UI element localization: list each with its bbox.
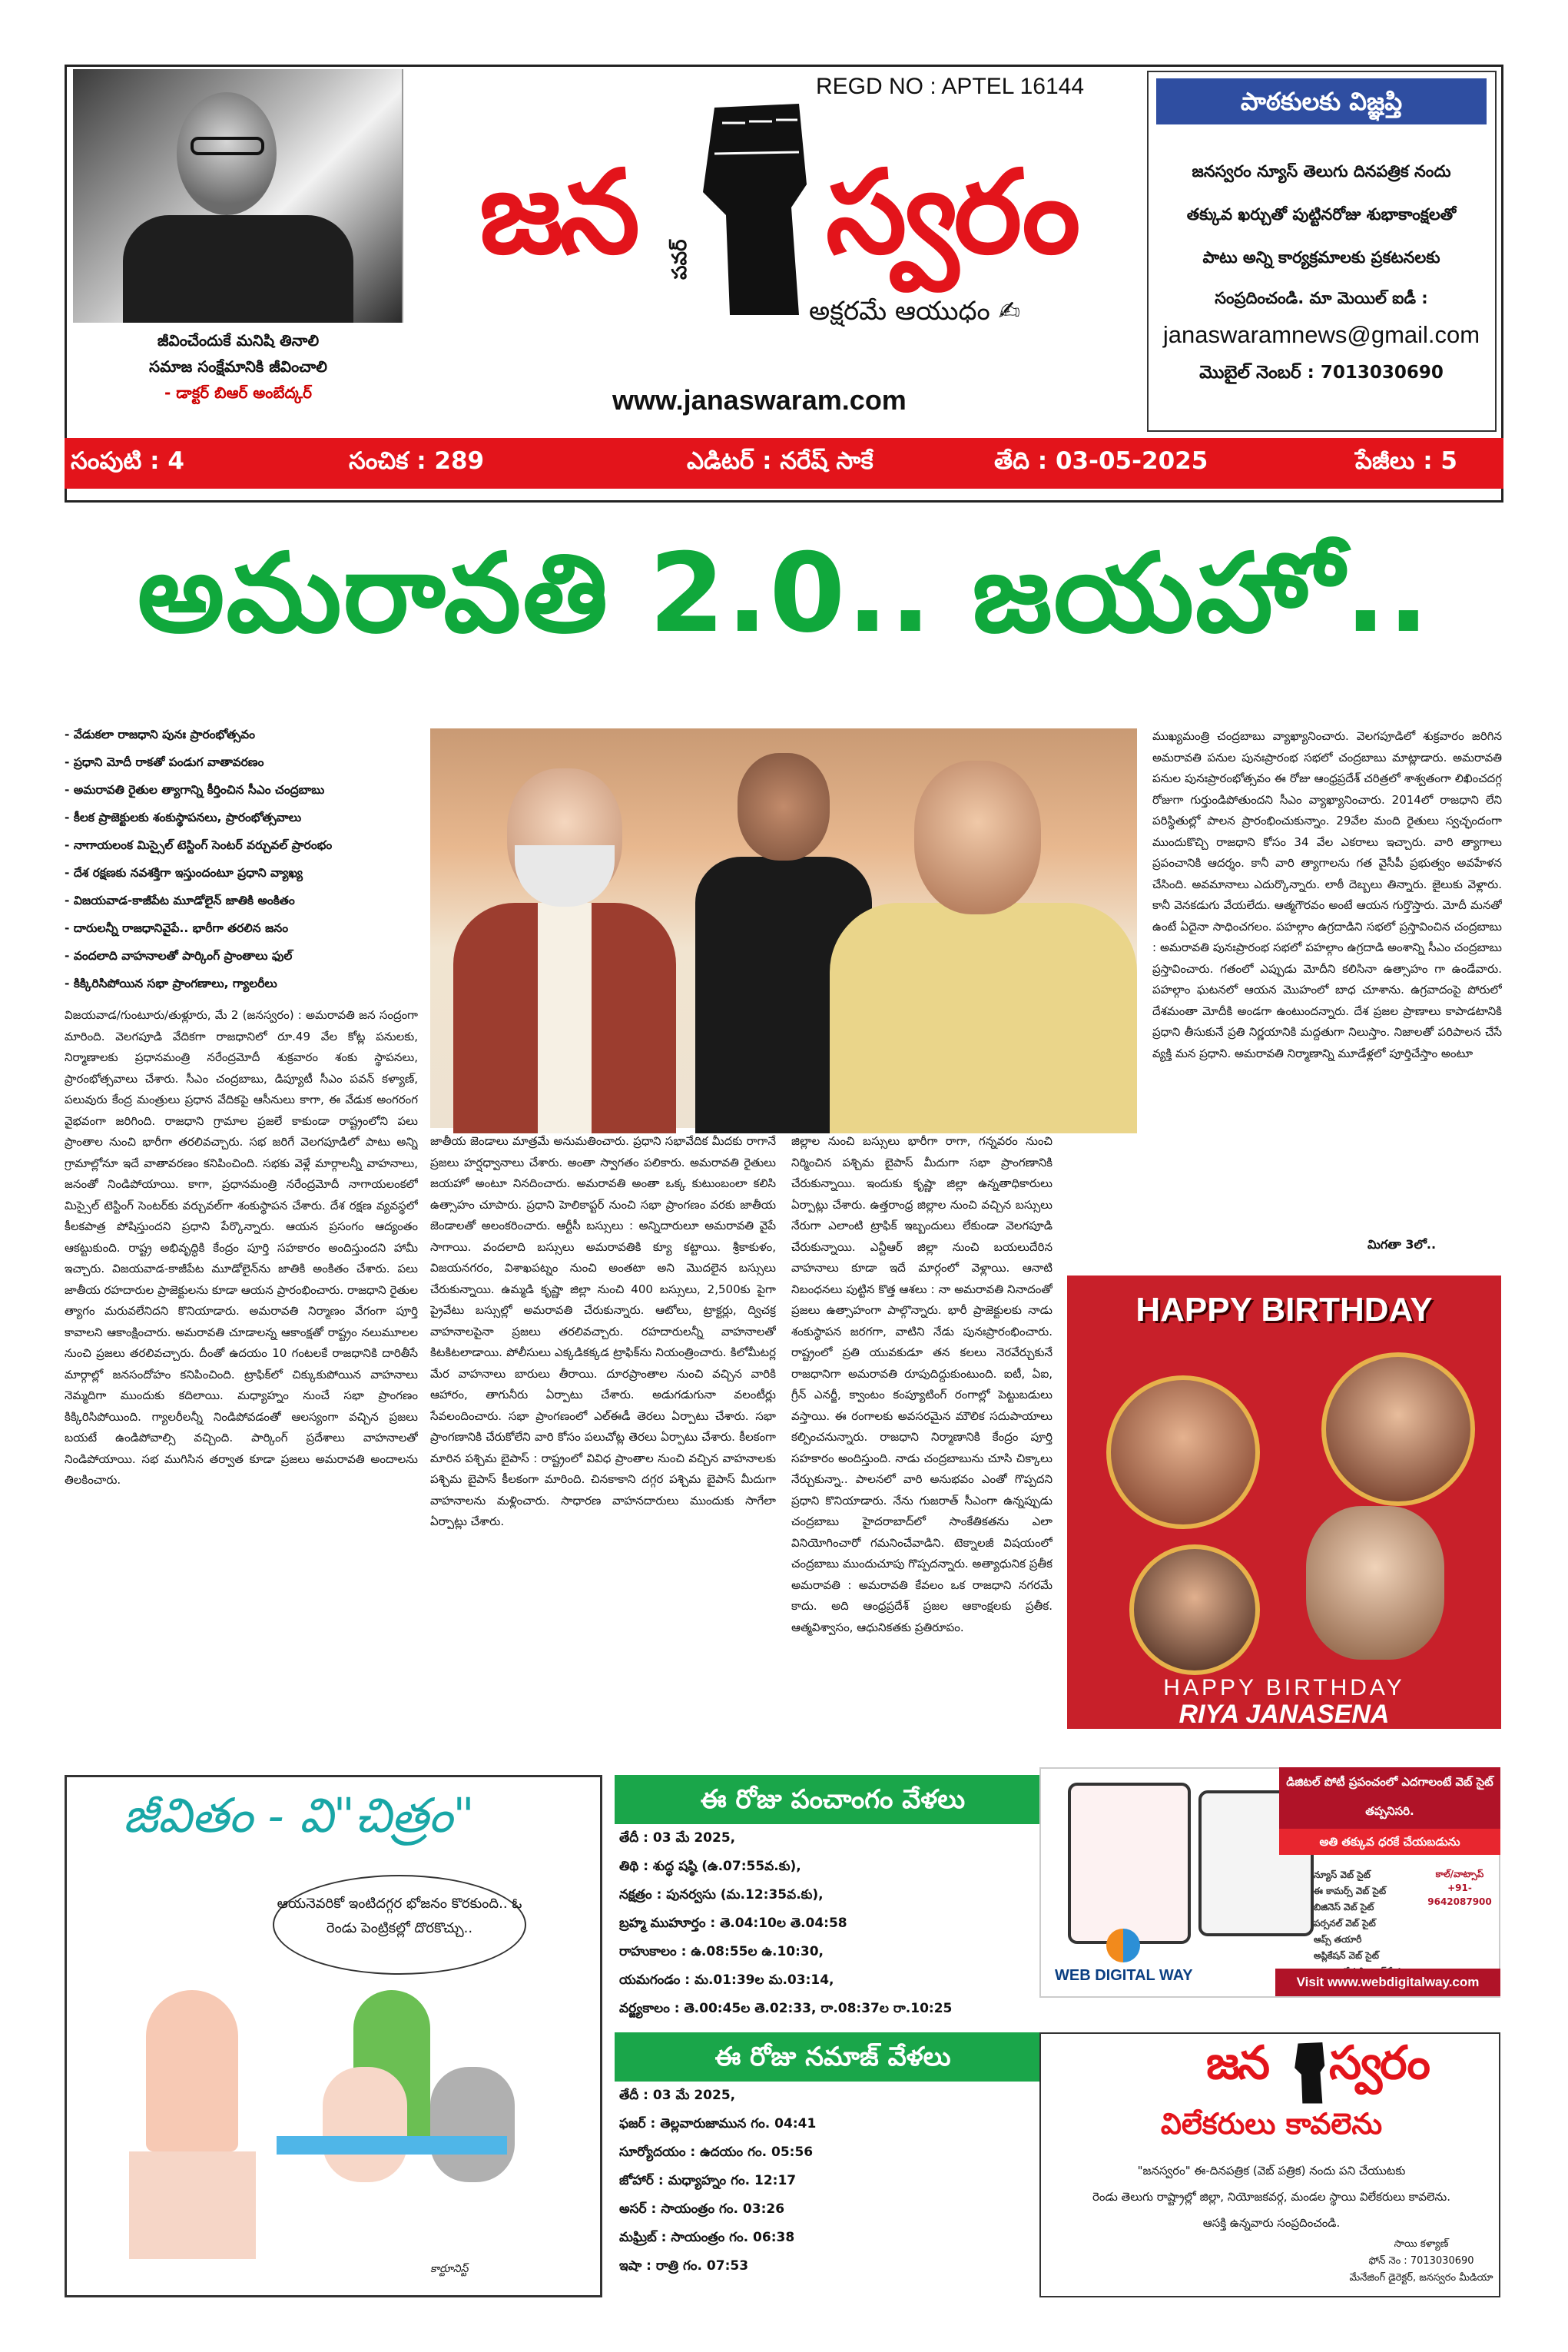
article-column-2: జాతీయ జెండాలు మాత్రమే అనుమతించారు. ప్రధాని సభావేదిక మీదకు రాగానే ప్రజలు హర్షధ్వానాలు చేశారు. అంతా స్వాగతం పలికారు. అమరావతి రైతులు జయహో అంటూ నినదించారు. అమరావతి అంతా ఒక్క కుటుంబంలా కలిసి ఉత్సాహం చూపారు. ప్రధాని హెలికాప్టర్ నుంచి సభా ప్రాంగణం వరకు జాతీయ జెండాలతో అలంకరించారు. ఆర్టీసీ బస్సులు : అన్నిదారులూ అమరావతి వైపే సాగాయి. వందలాది బస్సులు అమరావతికి క్యూ కట్టాయి. శ్రీకాకుళం, విజయనగరం, విశాఖపట్నం నుంచి అంతటా అని మొదలైన బస్సులు చేరుకున్నాయి. ఉమ్మడి కృష్ణా జిల్లా నుంచి 400 బస్సులు, 2,500కు పైగా ప్రైవేటు బస్సుల్లో అమరావతి చేరుకున్నారు. ఆటోలు, ట్రాక్టర్లు, ద్విచక్ర వాహనాలపైనా ప్రజలు తరలివచ్చారు. రహదారులన్నీ వాహనాలతో కిటకిటలాడాయి. పోలీసులు ఎక్కడికక్కడ ట్రాఫిక్‌ను నియంత్రించారు. కిలోమీటర్ల మేర వాహనాలు బారులు తీరాయి. దూరప్రాంతాల నుంచి వచ్చిన వారికి ఆహారం, తాగునీరు ఏర్పాటు చేశారు. అడుగడుగునా వలంటీర్లు సేవలందించారు. సభా ప్రాంగణంలో ఎల్‌ఈడీ తెరలు ఏర్పాటు చేశారు. సభా ప్రాంగణానికి చేరుకోలేని వారి కోసం పలుచోట్ల తెరలు ఏర్పాటు చేశారు. కీలకంగా మారిన పశ్చిమ బైపాస్ : రాష్ట్రంలో వివిధ ప్రాంతాల నుంచి వచ్చిన వాహనాలకు పశ్చిమ బైపాస్ కీలకంగా మారింది. చినకాకాని దగ్గర పశ్చిమ బైపాస్ మీదుగా వాహనాలను మళ్లించారు. సాధారణ వాహనదారులు ముందుకు సాగేలా ఏర్పాట్లు చేశారు. [430, 1134, 776, 1528]
quote-signature: - డాక్టర్ బిఆర్ అంబేద్కర్ [164, 383, 312, 402]
pages-label: పేజీలు : 5 [1355, 447, 1457, 475]
ambedkar-quote [73, 323, 403, 438]
quote-line-2: సమాజ సంక్షేమానికి జీవించాలి [149, 357, 327, 376]
cartoon-person-4 [430, 2067, 515, 2182]
editor-label: ఎడిటర్ : నరేష్ సాకే [687, 447, 874, 475]
rep-contact-role: మేనేజింగ్ డైరెక్టర్, జనస్వరం మీడియా [1349, 2272, 1493, 2284]
namaz-row: అసర్ : సాయంత్రం గం. 03:26 [619, 2201, 785, 2217]
article-column-3: జిల్లాల నుంచి బస్సులు భారీగా రాగా, గన్నవరం నుంచి నిర్మించిన పశ్చిమ బైపాస్ మీదుగా సభా ప్రాంగణానికి చేరుకున్నాయి. ఇందుకు కృష్ణా జిల్లా ఉన్నతాధికారులు ఏర్పాట్లు చేశారు. ఉత్తరాంధ్ర జిల్లాల నుంచి వచ్చిన బస్సులు నేరుగా ఎలాంటి ట్రాఫిక్ ఇబ్బందులు లేకుండా వెలగపూడి చేరుకున్నాయి. ఎన్టీఆర్ జిల్లా నుంచి బయలుదేరిన వాహనాలు కూడా ఇదే మార్గంలో వెళ్లాయి. ఆనాటి నిబంధనలు పుట్టిన కొత్త ఆశలు : నా అమరావతి నినాదంతో ప్రజలు ఉత్సాహంగా పాల్గొన్నారు. భారీ ప్రాజెక్టులకు నాడు శంకుస్థాపన జరగగా, వాటిని నేడు పునఃప్రారంభించారు. రాష్ట్రంలో ప్రతి యువకుడూ తన కలలు నెరవేర్చుకునే రాజధానిగా అమరావతి రూపుదిద్దుకుంటుంది. ఐటీ, ఏఐ, గ్రీన్ ఎనర్జీ, క్వాంటం కంప్యూటింగ్ రంగాల్లో పెట్టుబడులు వస్తాయి. ఈ రంగాలకు అవసరమైన మౌలిక సదుపాయాలు కల్పించనున్నారు. రాజధాని నిర్మాణానికి కేంద్రం పూర్తి సహకారం అందిస్తుంది. నాడు చంద్రబాబును చూసి చిక్కాలు నేర్చుకున్నా.. పాలనలో వారి అనుభవం ఎంతో గొప్పదని ప్రధాని కొనియాడారు. నేను గుజరాత్ సీఎంగా ఉన్నప్పుడు చంద్రబాబు హైదరాబాద్‌లో సాంకేతికతను ఎలా వినియోగించారో గమనించేవాడిని. టెక్నాలజీ విషయంలో చంద్రబాబు ముందుచూపు గొప్పదన్నారు. అత్యాధునిక ప్రతీక అమరావతి : అమరావతి కేవలం ఒక రాజధాని నగరమే కాదు. అది ఆంధ్రప్రదేశ్ ప్రజల ఆకాంక్షలకు ప్రతీక. ఆత్మవిశ్వాసం, ఆధునికతకు ప్రతిరూపం. [791, 1134, 1053, 1634]
namaz-title: ఈ రోజు నమాజ్ వేళలు [615, 2032, 1051, 2082]
web-ad-call-label: కాల్/వాట్సాప్ [1435, 1869, 1484, 1879]
web-ad-service: బిజినెస్ వెబ్ సైట్ [1314, 1902, 1374, 1912]
panchangam-row: తిథి : శుద్ధ షష్ఠి (ఉ.07:55వ.కు), [619, 1859, 801, 1874]
article-column-4: ముఖ్యమంత్రి చంద్రబాబు వ్యాఖ్యానించారు. వెలగపూడిలో శుక్రవారం జరిగిన అమరావతి పనుల పునఃప్రారంభ సభలో చంద్రబాబు మాట్లాడారు. అమరావతి పనుల పునఃప్రారంభోత్సవం ఈ రోజు ఆంధ్రప్రదేశ్ చరిత్రలో శాశ్వతంగా లిఖించదగ్గ రోజుగా గుర్తుండిపోతుందని సీఎం వ్యాఖ్యానించారు. 2014లో రాజధాని లేని పరిస్థితుల్లో పాలన ప్రారంభించుకున్నాం. 29వేల మంది రైతులు స్వచ్ఛందంగా ముందుకొచ్చి రాజధాని కోసం 34 వేల ఎకరాలు ఇచ్చారు. వారి త్యాగాలు ప్రపంచానికి ఆదర్శం. కానీ వారి త్యాగాలను గత వైసీపీ ప్రభుత్వం అవహేళన చేసింది. అవమానాలు ఎదుర్కొన్నారు. లాఠీ దెబ్బలు తిన్నారు. జైలుకు వెళ్లారు. కానీ వెనకడుగు వేయలేదు. ఆత్మగౌరవం అంటే ఆయన గుర్తొస్తారు. మోదీ మనతో ఉంటే ఏదైనా సాధించగలం. పహల్గాం ఉగ్రదాడిని సభలో ప్రస్తావించిన చంద్రబాబు : అమరావతి పునఃప్రారంభ సభలో పహల్గాం ఉగ్రదాడి అంశాన్ని సీఎం చంద్రబాబు ప్రస్తావించారు. గతంలో ఎప్పుడు మోదీని కలిసినా ఉత్సాహం గా ఉండేవారు. పహల్గాం ఘటనలో ఆయన మొహంలో బాధ చూశాను. ఉగ్రవాదంపై పోరులో దేశమంతా మోదీకి అండగా ఉంటుందన్నారు. దేశ ప్రజల ప్రాణాలు కాపాడటానికి ప్రధాని తీసుకునే ప్రతి నిర్ణయానికి మద్దతుగా నిలుస్తాం. నిజాలతో పరిపాలన చేసే వ్యక్తి మన ప్రధాని. అమరావతి నిర్మాణాన్ని మూడేళ్లలో పూర్తిచేస్తాం అంటూ [1152, 729, 1502, 1060]
website-link[interactable]: www.janaswaram.com [612, 384, 907, 416]
namaz-panel [615, 2032, 1051, 2297]
bullet-item: - దేశ రక్షణకు నవశక్తిగా ఇస్తుందంటూ ప్రధాని వ్యాఖ్య [65, 866, 303, 880]
photo-cbn-shirt [830, 903, 1137, 1133]
cartoon-signature: కార్టూనిస్ట్ [430, 2263, 469, 2275]
namaz-row: తేదీ : 03 మే 2025, [619, 2088, 736, 2103]
cartoon-title: జీవితం - వి"చిత్రం" [123, 1787, 475, 1843]
birthday-photo-1 [1106, 1375, 1260, 1529]
notice-line-3: పాటు అన్ని కార్యక్రమాలకు ప్రకటనలకు [1202, 248, 1440, 267]
cartoon-table [277, 2136, 507, 2155]
issue-label: సంచిక : 289 [349, 447, 485, 475]
tagline: అక్షరమే ఆయుధం ✍ [809, 296, 1021, 327]
reader-notice-body [1156, 150, 1487, 279]
quote-line-1: జీవించేందుకే మనిషి తినాలి [157, 331, 320, 350]
bullet-item: - దారులన్నీ రాజధానివైపే.. భారీగా తరలిన జనం [65, 921, 289, 935]
issue-info-bar [65, 438, 1503, 489]
bullet-item: - ప్రధాని మోదీ రాకతో పండుగ వాతావరణం [65, 755, 264, 769]
article-column-1: విజయవాడ/గుంటూరు/తుళ్లూరు, మే 2 (జనస్వరం) : అమరావతి జన సంద్రంగా మారింది. వెలగపూడి వేదికగా రాజధానిలో రూ.49 వేల కోట్ల పనులకు, నిర్మాణాలకు ప్రధానమంత్రి నరేంద్రమోదీ శుక్రవారం శంకు స్థాపనలు, ప్రారంభోత్సవాలు చేశారు. సీఎం చంద్రబాబు, డిప్యూటీ సీఎం పవన్ కళ్యాణ్, పలువురు కేంద్ర మంత్రులు ప్రధాన వేదికపై ఆసీనులు కాగా, ఈ వేడుక అంగరంగ వైభవంగా జరిగింది. రాజధాని గ్రామాల ప్రజలే కాకుండా రాష్ట్రంలోని పలు ప్రాంతాల నుంచి భారీగా తరలివచ్చారు. సభ జరిగే వెలగపూడిలో పాటు అన్ని గ్రామాల్లోనూ ఇదే వాతావరణం కనిపించింది. సభకు వెళ్లే మార్గాలన్నీ వాహనాలు, జనంతో నిండిపోయాయి. కాగా, ప్రధానమంత్రి నరేంద్రమోదీ నాగాయలంకలో మిస్సైల్ టెస్టింగ్ సెంటర్‌కు వర్చువల్‌గా శంకుస్థాపన చేశారు. దేశ రక్షణ వ్యవస్థలో కీలకపాత్ర పోషిస్తుందని ప్రధాని పేర్కొన్నారు. ఆయన ప్రసంగం ఆద్యంతం ఆకట్టుకుంది. రాష్ట్ర అభివృద్ధికి కేంద్రం పూర్తి సహకారం అందిస్తుందని హామీ ఇచ్చారు. విజయవాడ-కాజీపేట మూడోలైన్‌ను జాతికి అంకితం చేశారు. పలు జాతీయ రహదారుల ప్రాజెక్టులను కూడా ఆయన ప్రారంభించారు. రాజధాని రైతుల త్యాగం మరువలేనిదని కొనియాడారు. అమరావతి నిర్మాణం వేగంగా పూర్తి కావాలని ఆకాంక్షించారు. అమరావతి చూడాలన్న ఆకాంక్షతో రాష్ట్రం నలుమూలల నుంచి ప్రజలు తరలివచ్చారు. దీంతో ఉదయం 10 గంటలకే రాజధానికి దారితీసే మార్గాల్లో జనసందోహం కనిపించింది. ట్రాఫిక్‌లో చిక్కుకుపోయిన వాహనాలు నెమ్మదిగా ముందుకు కదిలాయి. మధ్యాహ్నం నుంచే సభా ప్రాంగణం కిక్కిరిసిపోయింది. గ్యాలరీలన్నీ నిండిపోవడంతో ఆలస్యంగా వచ్చిన ప్రజలు బయటే ఉండిపోవాల్సి వచ్చింది. పార్కింగ్ ప్రదేశాలు వాహనాలతో నిండిపోయాయి. సభ ముగిసిన తర్వాత కూడా ప్రజలు అమరావతి అందాలను తిలకించారు. [65, 1008, 418, 1487]
headline-bullets [65, 721, 426, 997]
web-digital-logo-icon [1106, 1929, 1140, 1962]
photo-cbn-face [914, 761, 1041, 914]
cartoon-person-1 [146, 1990, 238, 2151]
main-headline: అమరావతి 2.0.. జయహో.. [137, 530, 1431, 657]
web-ad-service: పర్సనల్ వెబ్ సైట్ [1314, 1918, 1376, 1929]
notice-mobile: మొబైల్ నెంబర్ : 7013030690 [1199, 363, 1444, 383]
notice-line-2: తక్కువ ఖర్చుతో పుట్టినరోజు శుభాకాంక్షలతో [1186, 205, 1457, 224]
ambedkar-coat [123, 215, 353, 323]
birthday-photo-4 [1129, 1544, 1260, 1675]
rep-line-1: "జనస్వరం" ఈ-దినపత్రిక (వెబ్ పత్రిక) నందు పని చేయుటకు [1137, 2164, 1406, 2178]
rep-line-3: ఆసక్తి ఉన్నవారు సంప్రదించండి. [1202, 2216, 1341, 2230]
ad-phone-mockup-1 [1068, 1783, 1191, 1944]
bullet-item: - వేడుకలా రాజధాని పునః ప్రారంభోత్సవం [65, 728, 255, 741]
bullet-item: - కీలక ప్రాజెక్టులకు శంకుస్థాపనలు, ప్రారంభోత్సవాలు [65, 811, 302, 824]
bullet-item: - కిక్కిరిసిపోయిన సభా ప్రాంగణాలు, గ్యాలరీలు [65, 977, 277, 990]
panchangam-row: యమగండం : మ.01:39ల మ.03:14, [619, 1972, 834, 1988]
web-ad-call [1421, 1867, 1498, 1909]
power-label: పవర్ [668, 239, 691, 280]
web-ad-phone: +91-9642087900 [1427, 1883, 1492, 1907]
masthead-right: స్వరం [826, 146, 1076, 280]
rep-line-2: రెండు తెలుగు రాష్ట్రాల్లో జిల్లా, నియోజకవర్గ, మండల స్థాయి విలేకరులు కావలెను. [1092, 2190, 1450, 2204]
rep-contact-name: సాయి కళ్యాణ్ [1394, 2238, 1449, 2250]
bullet-item: - విజయవాడ-కాజీపేట మూడోలైన్ జాతికి అంకితం [65, 894, 295, 907]
web-ad-service: న్యూస్ వెబ్ సైట్ [1314, 1869, 1371, 1880]
namaz-row: ఇషా : రాత్రి గం. 07:53 [619, 2258, 749, 2274]
birthday-photo-3 [1306, 1506, 1444, 1660]
namaz-row: జోహార్ : మధ్యాహ్నం గం. 12:17 [619, 2173, 797, 2188]
web-ad-visit-link[interactable]: Visit www.webdigitalway.com [1275, 1969, 1500, 1996]
photo-guard-face [738, 753, 830, 861]
bullet-item: - అమరావతి రైతుల త్యాగాన్ని కీర్తించిన సీఎం చంద్రబాబు [65, 783, 325, 797]
namaz-row: ఫజర్ : తెల్లవారుజామున గం. 04:41 [619, 2116, 817, 2131]
notice-line-4-wrap [1156, 277, 1487, 320]
notice-email-link[interactable]: janaswaramnews@gmail.com [1162, 321, 1480, 348]
cartoon-person-1-body [129, 2151, 256, 2259]
regd-number: REGD NO : APTEL 16144 [816, 74, 1085, 99]
rep-contact [1344, 2236, 1498, 2287]
bullet-item: - వందలాది వాహనాలతో పార్కింగ్ ప్రాంతాలు ఫుల్ [65, 949, 293, 963]
rep-body [1045, 2158, 1498, 2236]
date-label: తేది : 03-05-2025 [994, 447, 1208, 475]
rep-masthead-left: జన [1206, 2036, 1268, 2090]
panchangam-row: నక్షత్రం : పునర్వసు (మ.12:35వ.కు), [619, 1887, 824, 1902]
namaz-row: సూర్యోదయం : ఉదయం గం. 05:56 [619, 2145, 814, 2160]
panchangam-row: వర్జ్యకాలం : తె.00:45ల తె.02:33, రా.08:37ల రా.10:25 [619, 2001, 953, 2016]
panchangam-row: రాహుకాలం : ఉ.08:55ల ఉ.10:30, [619, 1944, 824, 1959]
rep-wanted-title: విలేకరులు కావలెను [1160, 2107, 1383, 2141]
photo-modi-shirt [538, 903, 592, 1133]
rep-masthead-right: స్వరం [1329, 2036, 1428, 2090]
web-ad-brand: WEB DIGITAL WAY [1055, 1967, 1193, 1984]
cartoon-person-3 [323, 2067, 407, 2182]
panchangam-panel [615, 1775, 1051, 2025]
masthead-left: జన [479, 146, 635, 280]
bullet-item: - నాగాయలంక మిస్సైల్ టెస్టింగ్ సెంటర్ వర్చువల్ ప్రారంభం [65, 838, 333, 852]
birthday-name: RIYA JANASENA [1178, 1700, 1390, 1729]
ambedkar-glasses [191, 137, 264, 155]
notice-line-1: జనస్వరం న్యూస్ తెలుగు దినపత్రిక నందు [1192, 162, 1451, 181]
birthday-photo-2 [1321, 1352, 1475, 1506]
reader-notice-title: పాఠకులకు విజ్ఞప్తి [1156, 78, 1487, 124]
volume-label: సంపుటి : 4 [71, 447, 184, 475]
namaz-row: మఘ్రిబ్ : సాయంత్రం గం. 06:38 [619, 2230, 795, 2245]
birthday-subtitle: HAPPY BIRTHDAY [1163, 1675, 1405, 1700]
panchangam-row: బ్రహ్మ ముహూర్తం : తె.04:10ల తె.04:58 [619, 1916, 847, 1931]
fist-logo-icon [684, 92, 822, 323]
web-ad-service: అప్లికేషన్ వెబ్ సైట్ [1314, 1950, 1379, 1961]
continued-note: మిగతా 3లో.. [1367, 1237, 1437, 1252]
web-ad-band: అతి తక్కువ ధరకే చేయబడును [1279, 1829, 1500, 1855]
web-ad-service: ఈ కామర్స్ వెబ్ సైట్ [1314, 1886, 1387, 1896]
notice-line-4: సంప్రదించండి. మా మెయిల్ ఐడీ : [1215, 289, 1428, 307]
web-ad-top-text: డిజిటల్ పోటీ ప్రపంచంలో ఎదగాలంటే వెబ్ సైట్ తప్పనిసరి. [1279, 1767, 1500, 1829]
panchangam-title: ఈ రోజు పంచాంగం వేళలు [615, 1775, 1051, 1824]
web-ad-service: ఆప్స్ తయారీ [1314, 1934, 1362, 1945]
rep-fist-logo-icon [1289, 2038, 1329, 2107]
panchangam-row: తేదీ : 03 మే 2025, [619, 1830, 736, 1846]
rep-contact-phone: ఫోన్ నెం : 7013030690 [1368, 2255, 1474, 2267]
cartoon-speech-bubble: ఆయనెవరికో ఇంటిదగ్గర భోజనం కొరకుంది.. ఓ రెండు పెంట్రికల్లో దొరకొచ్చు.. [273, 1875, 526, 1975]
birthday-title: HAPPY BIRTHDAY [1135, 1291, 1433, 1329]
